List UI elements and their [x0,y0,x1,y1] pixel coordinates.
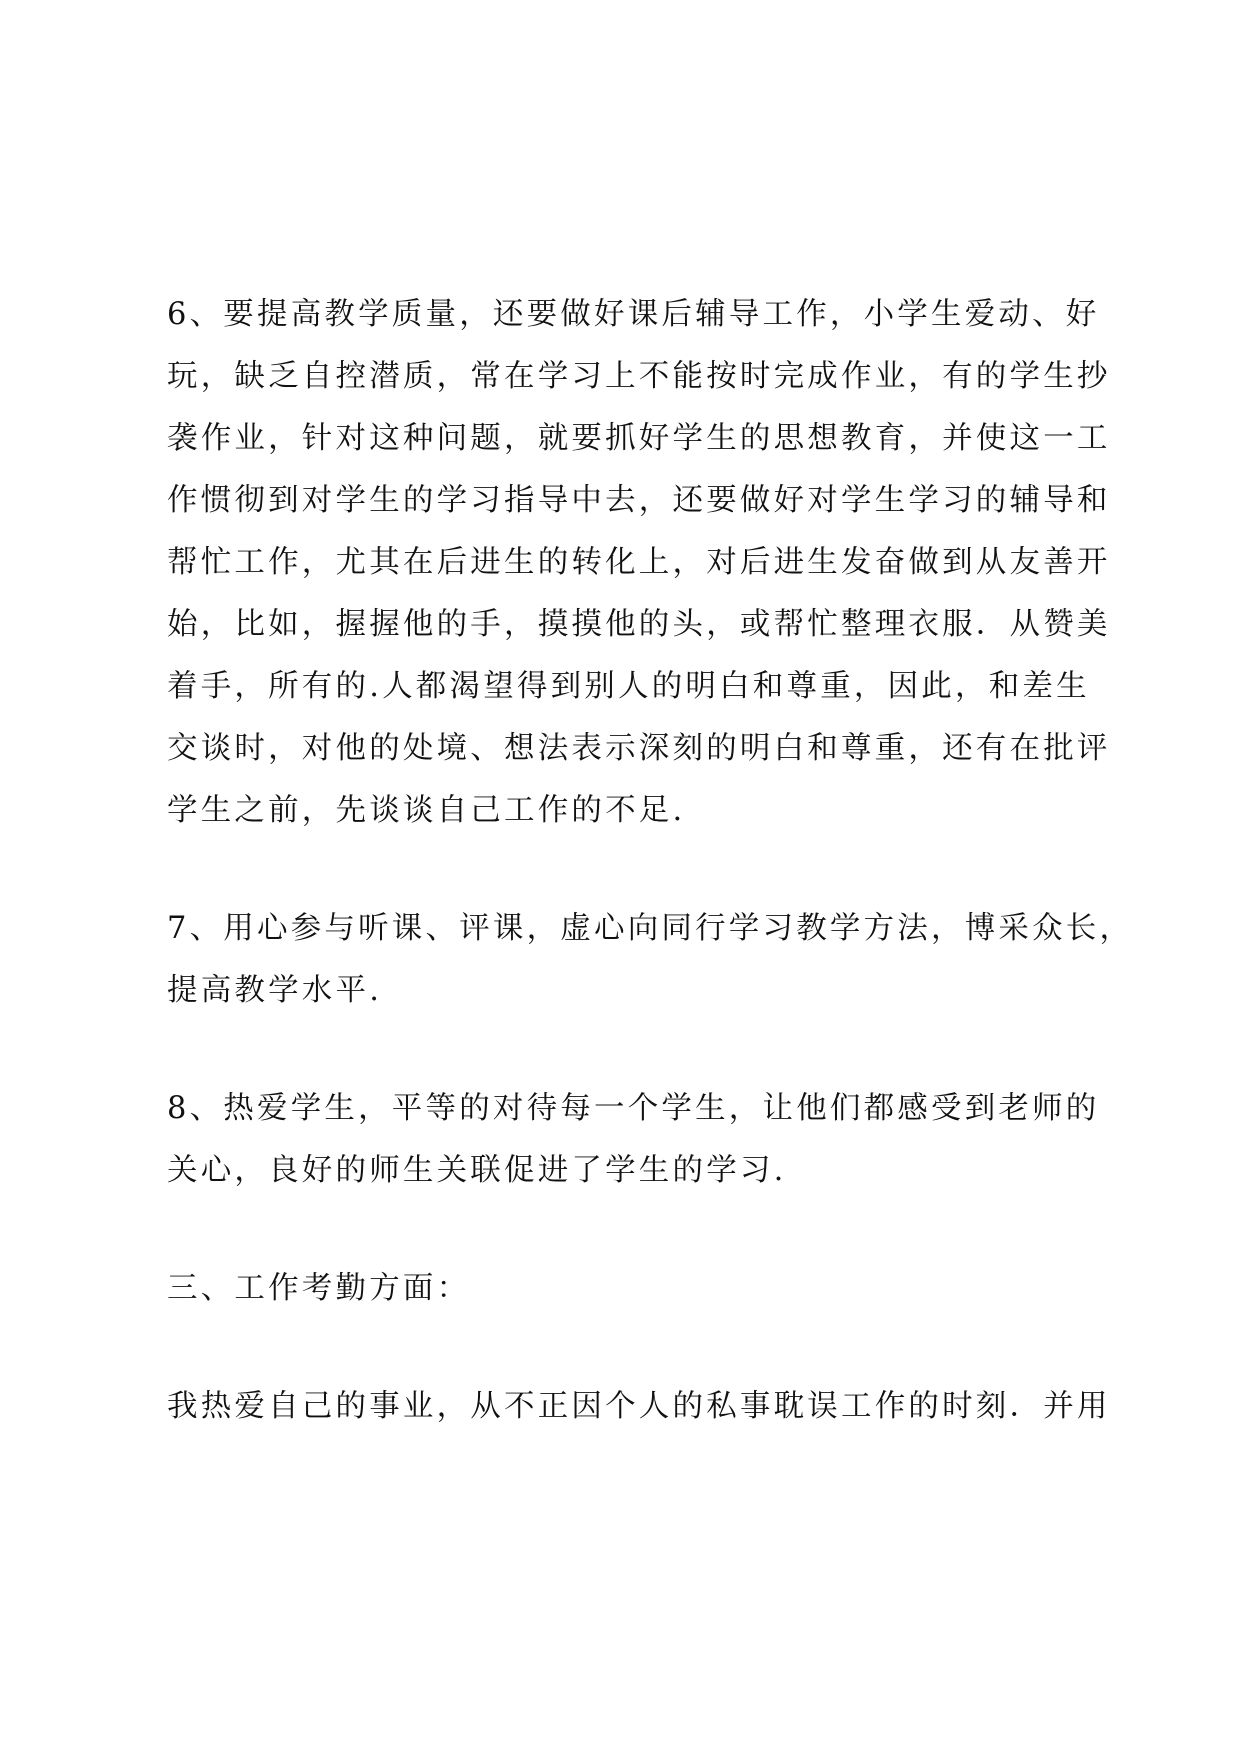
text-line: 8、热爱学生，平等的对待每一个学生，让他们都感受到老师的 [167,1091,1100,1126]
text-line: 三、工作考勤方面： [167,1271,471,1306]
text-line: 我热爱自己的事业，从不正因个人的私事耽误工作的时刻．并用 [167,1389,1111,1424]
text-line: 提高教学水平. [167,973,383,1008]
text-line: 始，比如，握握他的手，摸摸他的头，或帮忙整理衣服．从赞美 [167,607,1111,642]
text-line: 帮忙工作，尤其在后进生的转化上，对后进生发奋做到从友善开 [167,545,1111,580]
paragraph-8 [167,1078,1100,1202]
text-line: 作惯彻到对学生的学习指导中去，还要做好对学生学习的辅导和 [167,483,1111,518]
text-line: 学生之前，先谈谈自己工作的不足. [167,793,686,828]
paragraph-spacer [167,1202,1097,1258]
text-line: 7、用心参与听课、评课，虚心向同行学习教学方法，博采众长， [167,911,1134,946]
paragraph-7 [167,898,1134,1022]
text-line: 交谈时，对他的处境、想法表示深刻的明白和尊重，还有在批评 [167,731,1111,766]
text-line: 着手，所有的.人都渴望得到别人的明白和尊重，因此，和差生 [167,669,1090,704]
paragraph-spacer [167,1022,1097,1078]
text-line: 6、要提高教学质量，还要做好课后辅导工作，小学生爱动、好 [167,297,1100,332]
section-heading [167,1258,1097,1320]
paragraph-attendance [167,1376,1111,1438]
text-line: 玩，缺乏自控潜质，常在学习上不能按时完成作业，有的学生抄 [167,359,1111,394]
text-line: 袭作业，针对这种问题，就要抓好学生的思想教育，并使这一工 [167,421,1111,456]
paragraph-spacer [167,842,1097,898]
text-line: 关心，良好的师生关联促进了学生的学习. [167,1153,787,1188]
paragraph-spacer [167,1320,1097,1376]
document-body [167,284,1134,1438]
paragraph-6 [167,284,1111,842]
